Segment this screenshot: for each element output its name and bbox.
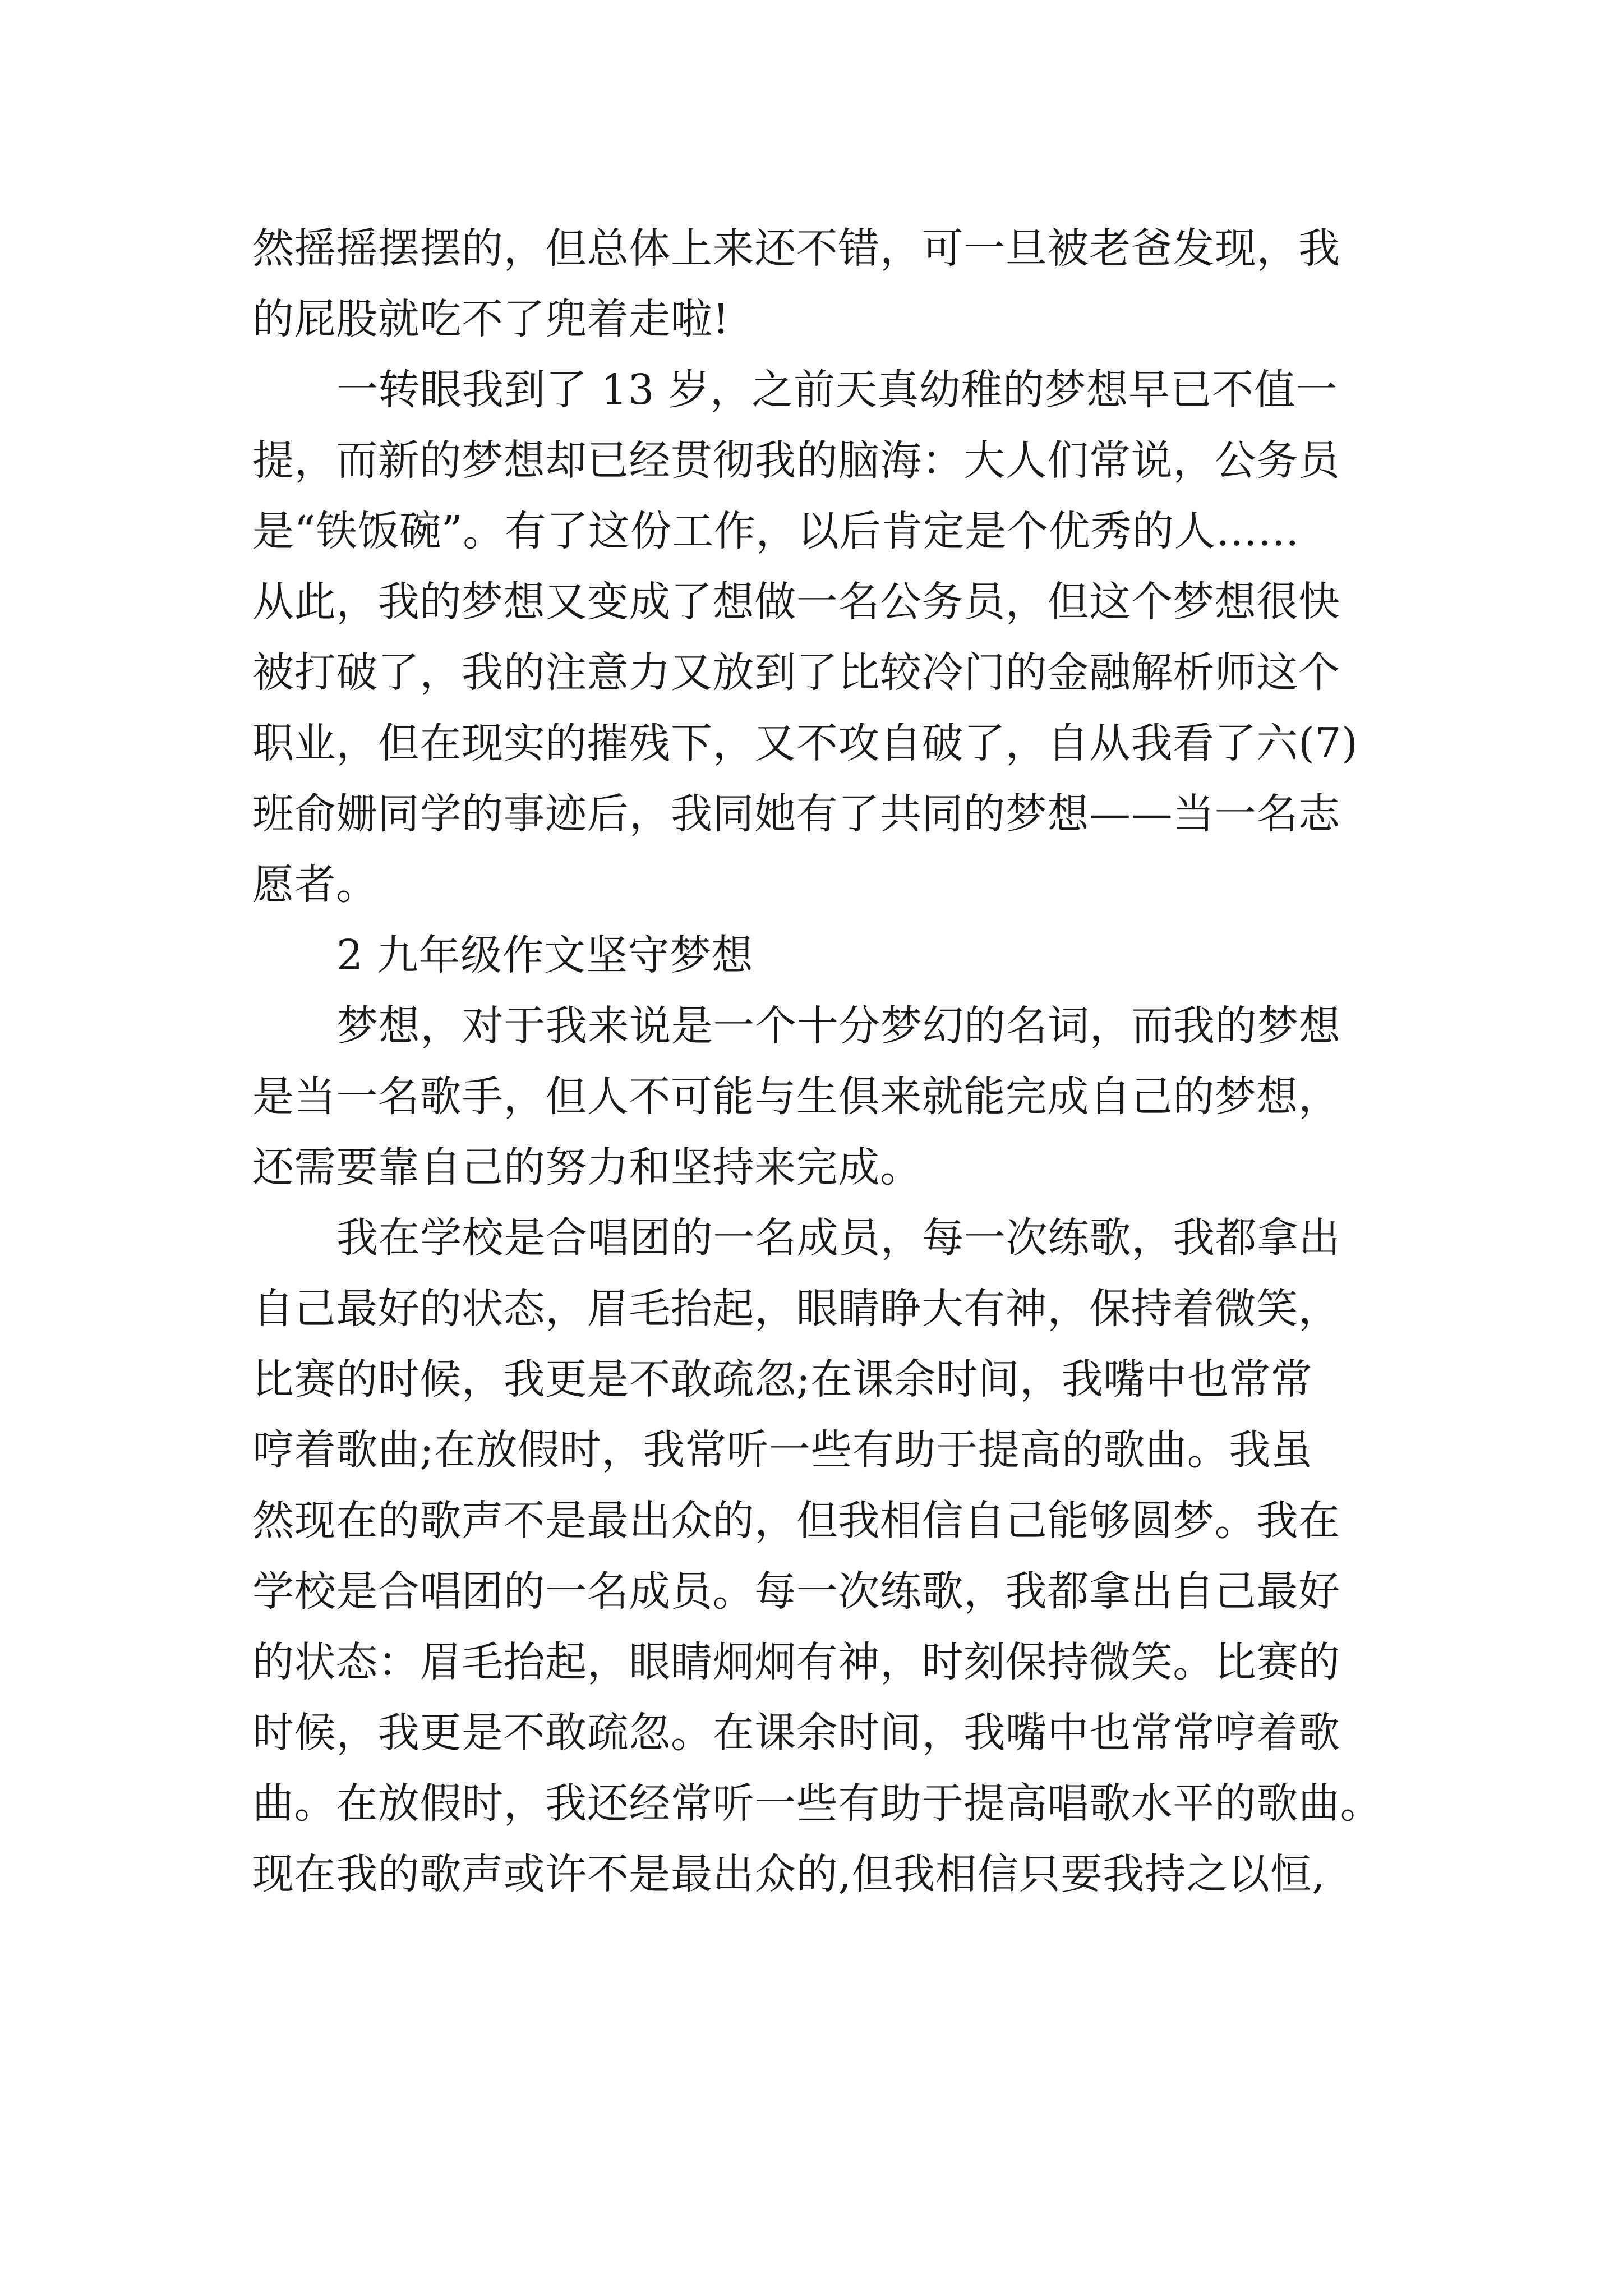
- text-line: 从此，我的梦想又变成了想做一名公务员，但这个梦想很快: [252, 578, 1340, 626]
- text-line: 自己最好的状态，眉毛抬起，眼睛睁大有神，保持着微笑，: [252, 1285, 1340, 1333]
- text-line: 是“铁饭碗”。有了这份工作，以后肯定是个优秀的人……: [252, 507, 1300, 555]
- text-line: 还需要靠自己的努力和坚持来完成。: [252, 1143, 922, 1191]
- paragraph-start-line: 一转眼我到了 13 岁，之前天真幼稚的梦想早已不值一: [336, 366, 1338, 414]
- section-heading: 2 九年级作文坚守梦想: [336, 931, 754, 979]
- text-line: 现在我的歌声或许不是最出众的,但我相信只要我持之以恒,: [252, 1850, 1326, 1898]
- paragraph-start-line: 梦想，对于我来说是一个十分梦幻的名词，而我的梦想: [336, 1002, 1341, 1050]
- text-line: 的状态：眉毛抬起，眼睛炯炯有神，时刻保持微笑。比赛的: [252, 1638, 1340, 1686]
- text-line: 曲。在放假时，我还经常听一些有助于提高唱歌水平的歌曲。: [252, 1779, 1382, 1828]
- text-line: 职业，但在现实的摧残下，又不攻自破了，自从我看了六(7): [252, 719, 1358, 767]
- text-line: 班俞姗同学的事迹后，我同她有了共同的梦想——当一名志: [252, 790, 1340, 838]
- text-line: 哼着歌曲;在放假时，我常听一些有助于提高的歌曲。我虽: [252, 1426, 1313, 1474]
- text-line: 愿者。: [252, 861, 378, 909]
- text-line: 然现在的歌声不是最出众的，但我相信自己能够圆梦。我在: [252, 1497, 1340, 1545]
- text-line: 学校是合唱团的一名成员。每一次练歌，我都拿出自己最好: [252, 1567, 1340, 1616]
- text-line: 是当一名歌手，但人不可能与生俱来就能完成自己的梦想，: [252, 1073, 1340, 1121]
- paragraph-start-line: 我在学校是合唱团的一名成员，每一次练歌，我都拿出: [336, 1214, 1341, 1262]
- text-line: 时候，我更是不敢疏忽。在课余时间，我嘴中也常常哼着歌: [252, 1709, 1340, 1757]
- body-text: [252, 213, 1380, 1910]
- text-line: 提，而新的梦想却已经贯彻我的脑海：大人们常说，公务员: [252, 436, 1340, 485]
- text-line: 的屁股就吃不了兜着走啦!: [252, 295, 730, 343]
- text-line: 然摇摇摆摆的，但总体上来还不错，可一旦被老爸发现，我: [252, 224, 1340, 273]
- text-line: 被打破了，我的注意力又放到了比较冷门的金融解析师这个: [252, 648, 1340, 697]
- text-line: 比赛的时候，我更是不敢疏忽;在课余时间，我嘴中也常常: [252, 1355, 1313, 1404]
